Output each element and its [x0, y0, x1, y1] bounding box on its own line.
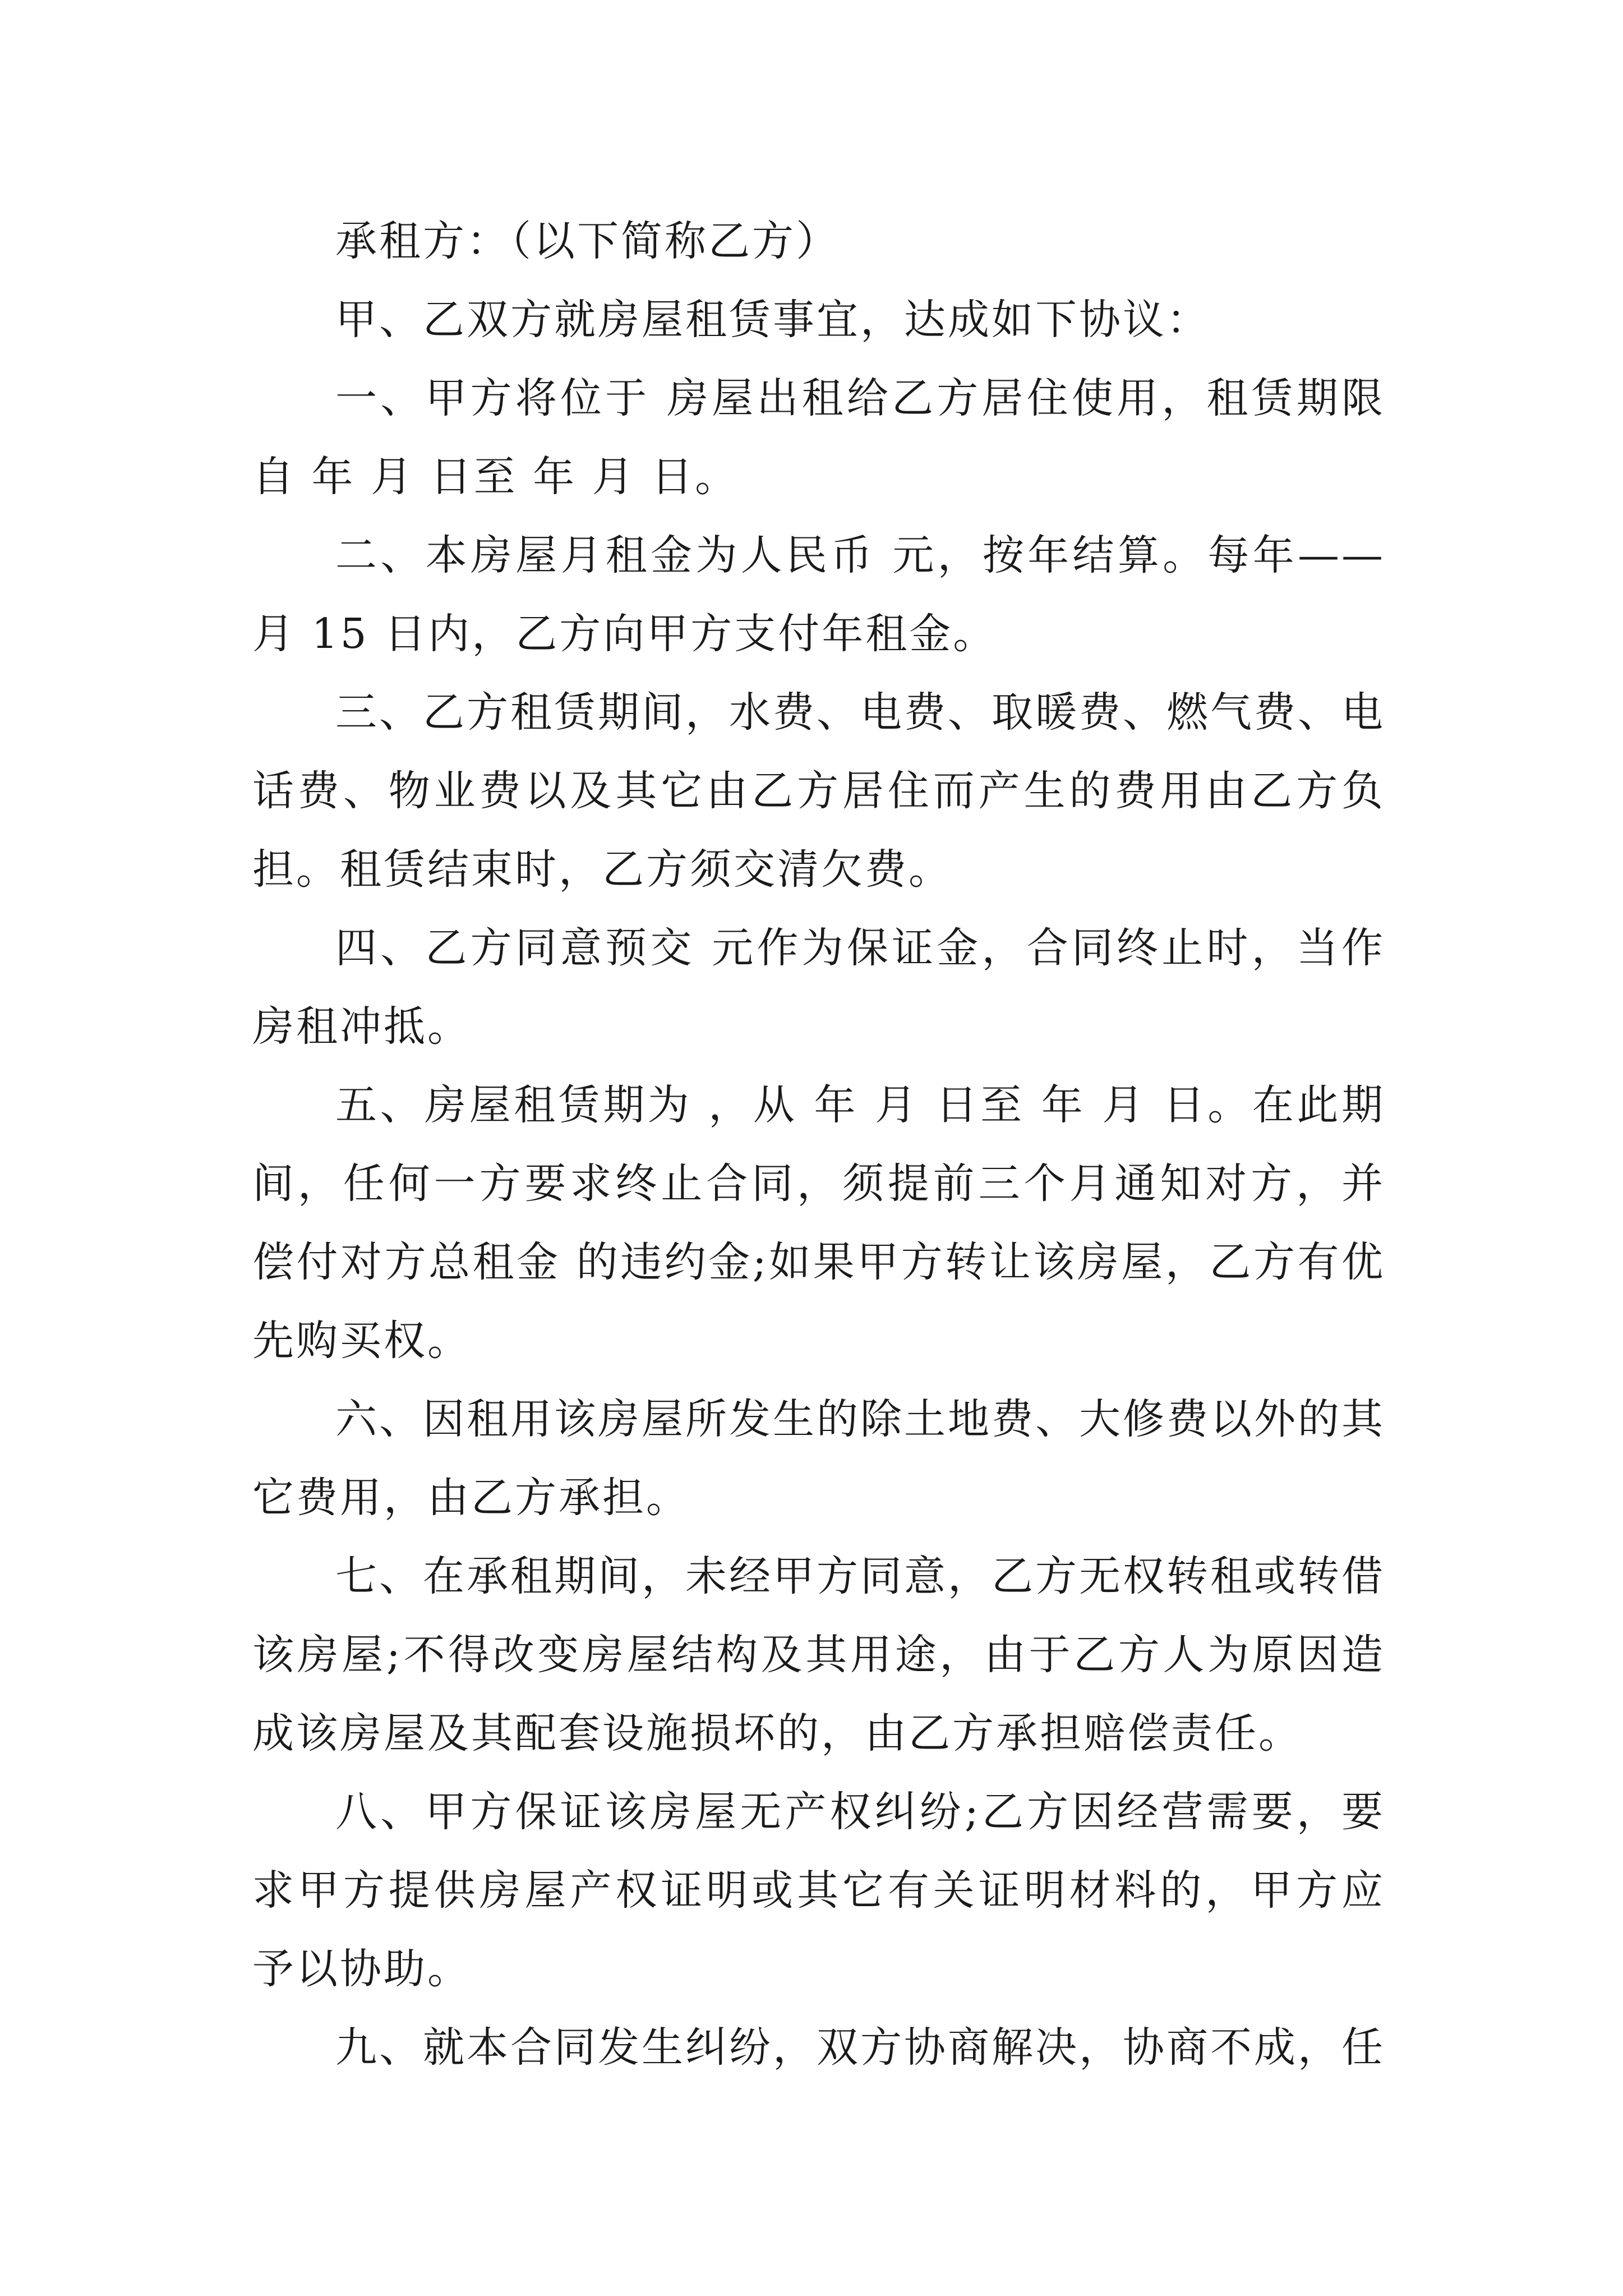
clause-7: 七、在承租期间，未经甲方同意，乙方无权转租或转借该房屋;不得改变房屋结构及其用途，由于乙方人为原因造成该房屋及其配套设施损坏的，由乙方承担赔偿责任。: [252, 1552, 1385, 1757]
clause-6: 六、因租用该房屋所发生的除土地费、大修费以外的其它费用，由乙方承担。: [252, 1395, 1385, 1522]
clause-5: 五、房屋租赁期为 ，从 年 月 日至 年 月 日。在此期间，任何一方要求终止合同，须提前三个月通知对方，并偿付对方总租金 的违约金;如果甲方转让该房屋，乙方有优先购买权。: [252, 1081, 1385, 1365]
clause-4: 四、乙方同意预交 元作为保证金，合同终止时，当作房租冲抵。: [252, 924, 1385, 1051]
agreement-intro: 甲、乙双方就房屋租赁事宜，达成如下协议：: [335, 296, 1210, 344]
clause-9: 九、就本合同发生纠纷，双方协商解决，协商不成，任: [335, 2023, 1385, 2072]
contract-body: [252, 202, 1385, 2087]
tenant-line: 承租方：（以下简称乙方）: [335, 217, 840, 265]
clause-2: 二、本房屋月租金为人民币 元，按年结算。每年——月 15 日内，乙方向甲方支付年租金。: [252, 531, 1385, 658]
clause-1: 一、甲方将位于 房屋出租给乙方居住使用，租赁期限自 年 月 日至 年 月 日。: [252, 374, 1385, 501]
clause-8: 八、甲方保证该房屋无产权纠纷;乙方因经营需要，要求甲方提供房屋产权证明或其它有关证明材料的，甲方应予以协助。: [252, 1788, 1385, 1993]
clause-3: 三、乙方租赁期间，水费、电费、取暖费、燃气费、电话费、物业费以及其它由乙方居住而产生的费用由乙方负担。租赁结束时，乙方须交清欠费。: [252, 688, 1385, 894]
